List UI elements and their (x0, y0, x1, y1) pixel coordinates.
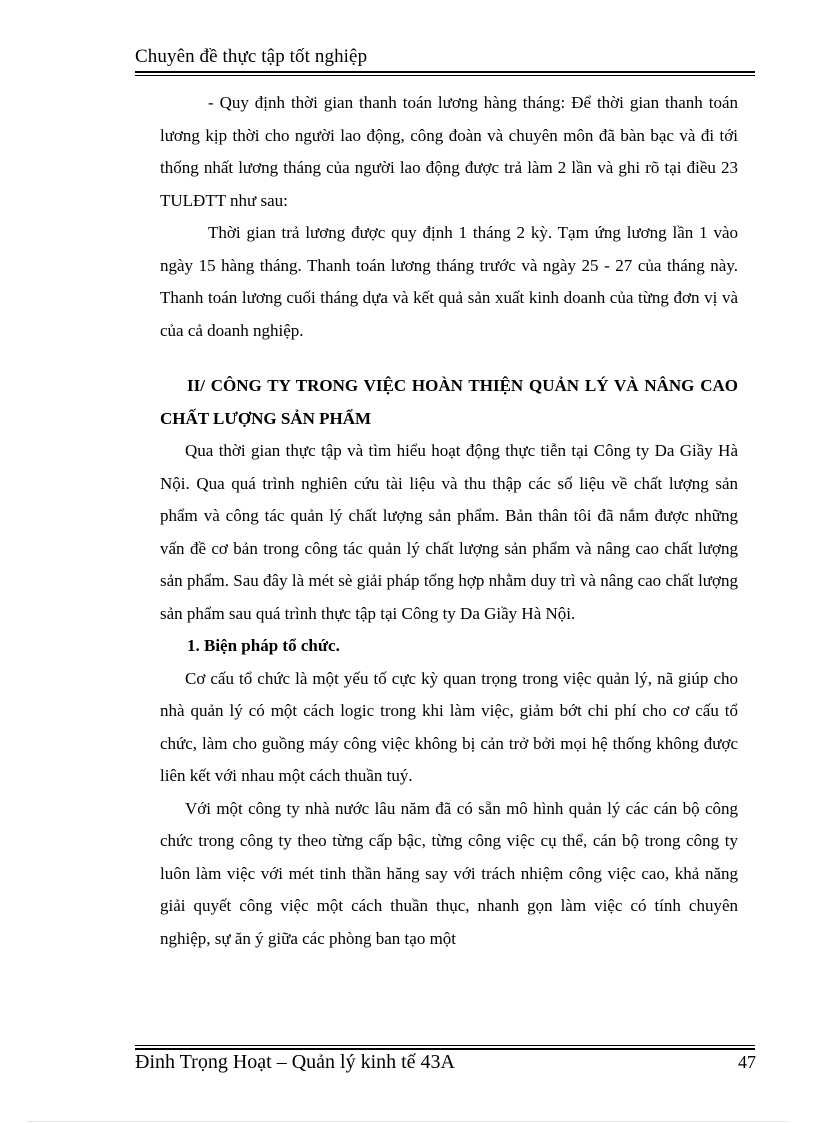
section-heading: II/ CÔNG TY TRONG VIỆC HOÀN THIỆN QUẢN LÝ VÀ NÂNG CAO CHẤT LƯỢNG SẢN PHẨM (160, 376, 738, 428)
paragraph-organization-structure: Cơ cấu tổ chức là một yếu tố cực kỳ quan trọng trong việc quản lý, nã giúp cho nhà quản lý có một cách logic trong khi làm việc, giảm bớt chi phí cho cơ cấu tổ chức, làm cho guồng máy công việc không bị cản trở bởi mọi hệ thống không được liên kết với nhau một cách thuần tuý. (160, 668, 738, 785)
paragraph-introduction: Qua thời gian thực tập và tìm hiểu hoạt động thực tiễn tại Công ty Da Giầy Hà Nội. Qua quá trình nghiên cứu tài liệu và thu thập các số liệu về chất lượng sản phẩm và công tác quản lý chất lượng sản phẩm. Bản thân tôi đã nắm được những vấn đề cơ bản trong công tác quản lý chất lượng sản phẩm và nâng cao chất lượng sản phẩm. Sau đây là mét sè giải pháp tổng hợp nhằm duy trì và nâng cao chất lượng sản phẩm sau quá trình thực tập tại Công ty Da Giầy Hà Nội. (160, 441, 738, 623)
paragraph-state-company: Với một công ty nhà nước lâu năm đã có sẵn mô hình quản lý các cán bộ công chức trong công ty theo từng cấp bậc, từng công việc cụ thể, cán bộ trong công ty luôn làm việc với mét tinh thần hăng say với trách nhiệm công việc cao, khả năng giải quyết công việc một cách thuần thục, nhanh gọn làm việc có tính chuyên nghiệp, sự ăn ý giữa các phòng ban tạo một (160, 798, 738, 948)
subsection-heading: 1. Biện pháp tổ chức. (187, 636, 340, 655)
page-number: 47 (738, 1052, 756, 1072)
document-body (160, 87, 738, 955)
footer-author: Đinh Trọng Hoạt – Quản lý kinh tế 43A (135, 1051, 455, 1073)
header-rule-thin (135, 75, 755, 76)
header-rule-thick (135, 71, 755, 73)
paragraph-payment-schedule: - Quy định thời gian thanh toán lương hàng tháng: Để thời gian thanh toán lương kịp thời cho người lao động, công đoàn và chuyên môn đã bàn bạc và đi tới thống nhất lương tháng của người lao động được trả làm 2 lần và ghi rõ tại điều 23 TULĐTT như sau: (160, 93, 738, 210)
page-header-title: Chuyên đề thực tập tốt nghiệp (135, 46, 368, 67)
footer-rule-thick (135, 1048, 755, 1050)
footer-rule-thin (135, 1045, 755, 1046)
page-edge-dotted-line (28, 1121, 788, 1122)
paragraph-pay-periods: Thời gian trả lương được quy định 1 tháng 2 kỳ. Tạm ứng lương lần 1 vào ngày 15 hàng tháng. Thanh toán lương tháng trước và ngày 25 - 27 của tháng này. Thanh toán lương cuối tháng dựa và kết quả sản xuất kinh doanh của từng đơn vị và của cả doanh nghiệp. (160, 223, 738, 340)
